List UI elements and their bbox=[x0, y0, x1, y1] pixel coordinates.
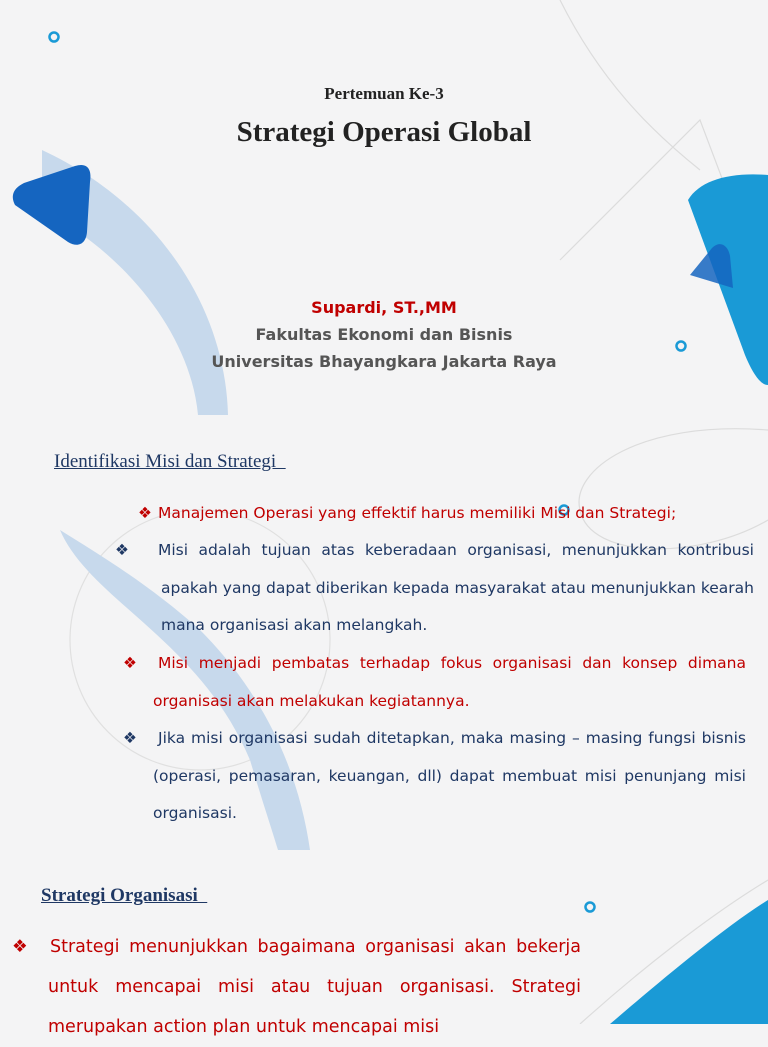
author-name: Supardi, ST.,MM bbox=[311, 298, 457, 317]
dot-circle bbox=[50, 33, 59, 42]
section-heading-misi: Identifikasi Misi dan Strategi bbox=[54, 451, 286, 472]
page-title: Strategi Operasi Global bbox=[236, 116, 532, 148]
diamond-bullet-icon: ❖ bbox=[12, 937, 28, 957]
author-university: Universitas Bhayangkara Jakarta Raya bbox=[211, 352, 557, 371]
list-item-text: Misi adalah tujuan atas keberadaan organisasi, menunjukkan kontribusi apakah yang dapat diberikan kepada masyarakat atau menunjukkan kearah mana organisasi akan melangkah. bbox=[158, 541, 755, 634]
list-item-text: Misi menjadi pembatas terhadap fokus organisasi dan konsep dimana organisasi akan melakukan kegiatannya. bbox=[153, 654, 746, 710]
list-item bbox=[123, 645, 746, 720]
section-heading-strategi: Strategi Organisasi bbox=[41, 885, 208, 906]
list-item bbox=[115, 532, 755, 645]
triangle-right bbox=[690, 244, 733, 288]
dot-circle bbox=[586, 903, 595, 912]
list-item-text: Manajemen Operasi yang effektif harus memiliki Misi dan Strategi; bbox=[158, 504, 677, 522]
meeting-label: Pertemuan Ke-3 bbox=[324, 84, 444, 103]
list-item bbox=[123, 720, 746, 833]
diamond-bullet-icon: ❖ bbox=[123, 729, 137, 747]
diamond-bullet-icon: ❖ bbox=[138, 504, 152, 522]
list-item bbox=[138, 495, 738, 533]
author-faculty: Fakultas Ekonomi dan Bisnis bbox=[255, 325, 513, 344]
list-item-text: Jika misi organisasi sudah ditetapkan, maka masing – masing fungsi bisnis (operasi, pemasaran, keuangan, dll) dapat membuat misi penunjang misi organisasi. bbox=[153, 729, 746, 822]
triangle-left bbox=[13, 165, 91, 245]
shape-bottom-right bbox=[610, 900, 768, 1024]
list-item-text: Strategi menunjukkan bagaimana organisasi akan bekerja untuk mencapai misi atau tujuan organisasi. Strategi merupakan action plan untuk mencapai misi bbox=[48, 937, 581, 1037]
list-item bbox=[12, 927, 581, 1047]
diamond-bullet-icon: ❖ bbox=[123, 654, 137, 672]
diamond-bullet-icon: ❖ bbox=[115, 541, 129, 559]
